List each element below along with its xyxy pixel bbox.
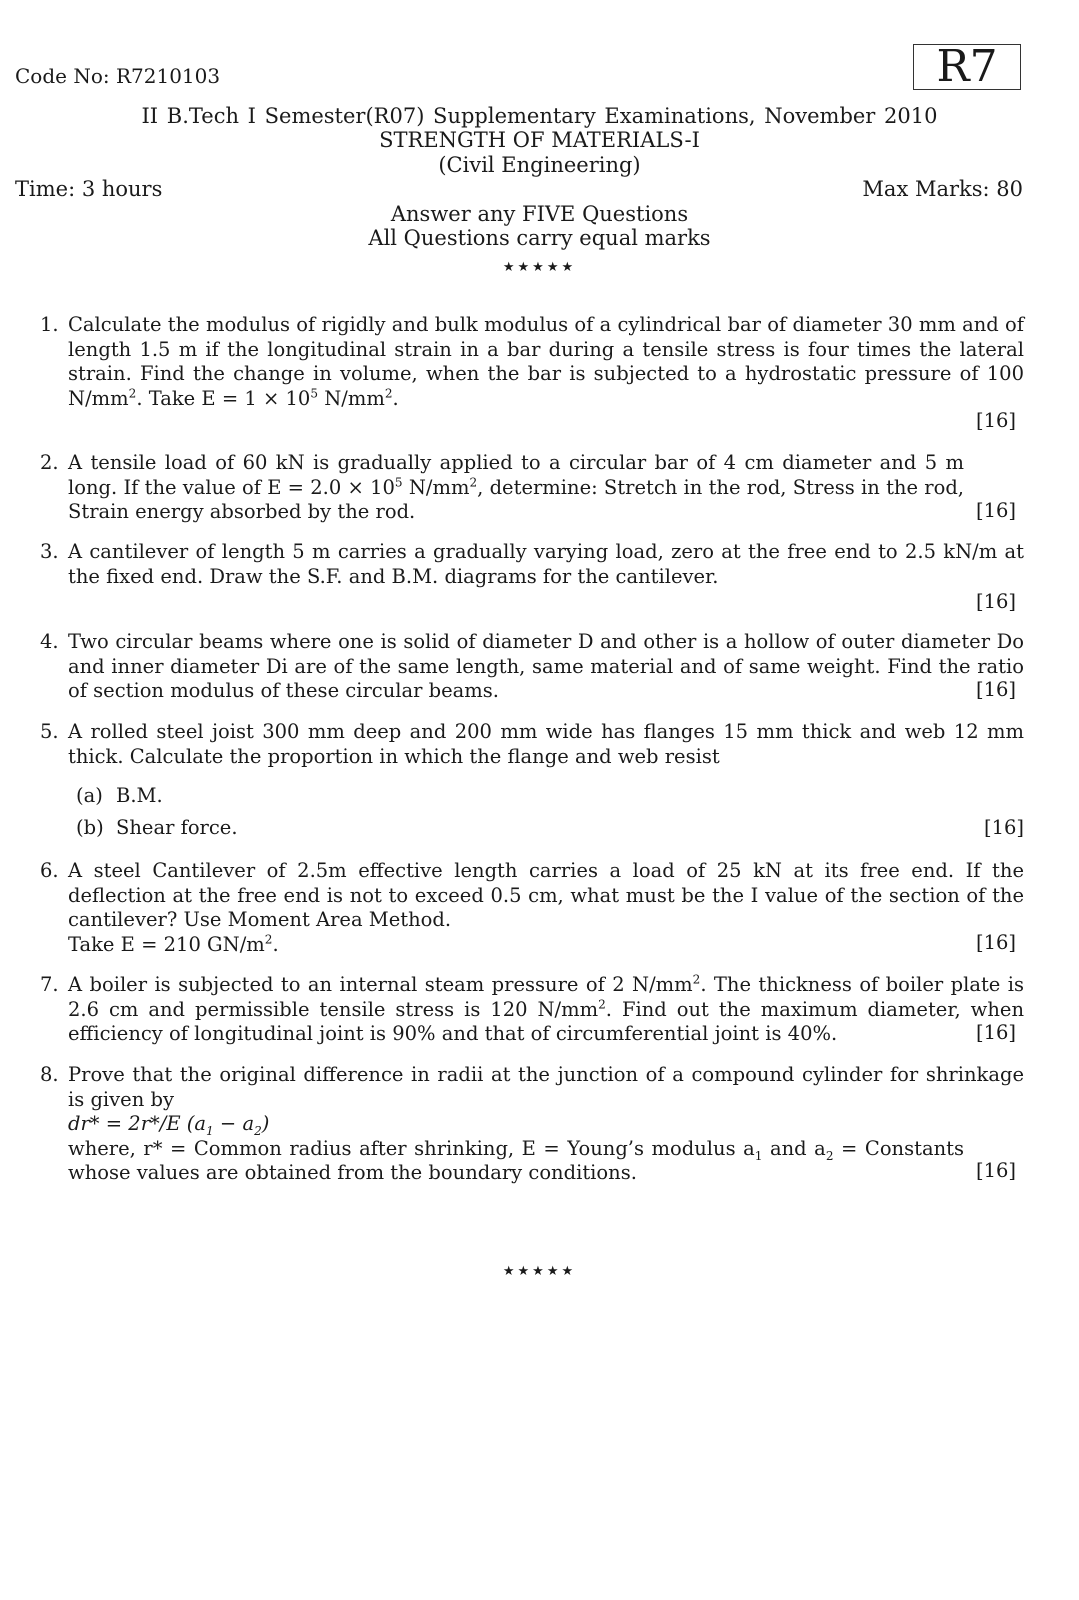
question-number: 1. — [40, 313, 59, 336]
question-3 — [40, 540, 1024, 620]
instruction-answer-five: Answer any FIVE Questions — [390, 202, 689, 226]
regulation-badge: R7 — [913, 44, 1021, 90]
question-marks: [16] — [983, 816, 1024, 839]
separator-stars-bottom: ★★★★★ — [502, 1264, 577, 1279]
question-number: 6. — [40, 859, 59, 882]
question-text: A steel Cantilever of 2.5m effective length carries a load of 25 kN at its free end. If the deflection at the free end is not to exceed 0.5 cm, what must be the I value of the section of the cantilever? Use Moment Area Method. — [68, 859, 1024, 932]
exam-duration: Time: 3 hours — [15, 177, 163, 201]
question-marks: [16] — [975, 409, 1016, 432]
question-text: Prove that the original difference in radii at the junction of a compound cylinder for shrinkage is given by — [68, 1063, 1024, 1111]
question-text: A boiler is subjected to an internal steam pressure of 2 $N/mm^2$. The thickness of boiler plate is 2.6 cm and permissible tensile stress is 120 $N/mm^2$. Find out the maximum diameter, when efficiency of longitudinal joint is 90% and that of circumferential joint is 40%. — [68, 972, 1025, 1046]
question-marks: [16] — [975, 590, 1016, 613]
question-7 — [40, 973, 1024, 1048]
question-8 — [40, 1063, 1024, 1188]
sub-question-b: (b) Shear force. — [76, 816, 238, 839]
subject-title: STRENGTH OF MATERIALS-I — [379, 128, 700, 152]
question-marks: [16] — [975, 678, 1016, 701]
question-text: A tensile load of 60 kN is gradually applied to a circular bar of 4 cm diameter and 5 m long. If the value of $E = 2.0 \times 10^5$ $N/mm^2$, determine: Stretch in the rod, Stress in the rod, Strain energy absorbed by the rod. — [68, 451, 965, 524]
question-5 — [40, 720, 1024, 845]
question-text: Calculate the modulus of rigidly and bulk modulus of a cylindrical bar of diameter 30 mm and of length 1.5 m if the longitudinal strain in a bar during a tensile stress is four times the lateral strain. Find the change in volume, when the bar is subjected to a hydrostatic pressure of 100 $N/mm^2$. Take $E = 1 \times 10^5$ $N/mm^2$. — [68, 313, 1024, 410]
question-number: 7. — [40, 973, 59, 996]
question-6 — [40, 859, 1024, 959]
question-number: 8. — [40, 1063, 59, 1086]
question-number: 5. — [40, 720, 59, 743]
question-text: Two circular beams where one is solid of diameter D and other is a hollow of outer diameter Do and inner diameter Di are of the same length, same material and of same weight. Find the ratio of section modulus of these circular beams. — [68, 630, 1024, 703]
question-text: A rolled steel joist 300 mm deep and 200 mm wide has flanges 15 mm thick and web 12 mm thick. Calculate the proportion in which the flange and web resist — [68, 720, 1024, 768]
question-given-value: Take E = 210 $GN/m^2$. — [68, 932, 279, 956]
max-marks: Max Marks: 80 — [862, 177, 1023, 201]
question-text: A cantilever of length 5 m carries a gradually varying load, zero at the free end to 2.5 kN/m at the fixed end. Draw the S.F. and B.M. diagrams for the cantilever. — [68, 540, 1024, 588]
separator-stars-top: ★★★★★ — [502, 260, 577, 275]
question-marks: [16] — [975, 1159, 1016, 1182]
question-4 — [40, 630, 1024, 705]
formula-definitions: where, r* = Common radius after shrinking, E = Young’s modulus $a_1$ and $a_2$ = Constants whose values are obtained from the boundary conditions. — [68, 1136, 964, 1185]
sub-question-a: (a) B.M. — [76, 784, 163, 807]
exam-title: II B.Tech I Semester(R07) Supplementary Examinations, November 2010 — [141, 104, 938, 128]
question-2 — [40, 451, 1024, 526]
shrinkage-formula: dr* = 2r*/E $(a_1 - a_2)$ — [68, 1112, 270, 1139]
question-number: 3. — [40, 540, 59, 563]
question-marks: [16] — [975, 499, 1016, 522]
question-marks: [16] — [975, 931, 1016, 954]
instruction-equal-marks: All Questions carry equal marks — [368, 226, 711, 250]
code-number: Code No: R7210103 — [15, 64, 221, 88]
question-marks: [16] — [975, 1021, 1016, 1044]
question-1 — [40, 313, 1024, 432]
branch-name: (Civil Engineering) — [438, 153, 641, 177]
question-number: 4. — [40, 630, 59, 653]
question-number: 2. — [40, 451, 59, 474]
